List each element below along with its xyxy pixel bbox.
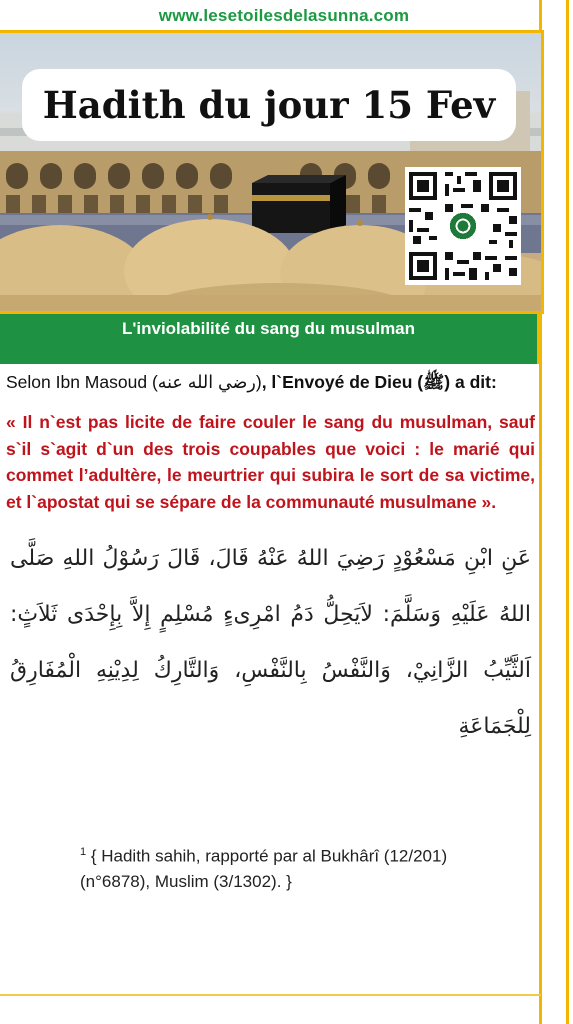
- title-box: [22, 69, 516, 141]
- site-url[interactable]: www.lesetoilesdelasunna.com: [158, 6, 410, 25]
- narrator-text: Selon Ibn Masoud: [6, 372, 152, 392]
- intro-bold-text: , l`Envoyé de Dieu (ﷺ) a dit:: [261, 372, 497, 392]
- page-title: Hadith du jour 15 Fev: [42, 83, 496, 127]
- honorific-arabic: (رضي الله عنه): [151, 372, 262, 392]
- hadith-quote: « Il n`est pas licite de faire couler le sang du musulman, sauf s`il s`agit d`un des trois coupables que voici : le marié qui commet l’adultère, le meurtrier qui subira le sort de sa victime, et l`apostat qui se sépare de la communauté musulmane ».: [6, 412, 535, 512]
- bottom-divider: [0, 994, 541, 996]
- arabic-hadith-text: عَنِ ابْنِ مَسْعُوْدٍ رَضِيَ اللهُ عَنْهُ قَالَ، قَالَ رَسُوْلُ اللهِ صَلَّى اللهُ عَلَيْهِ وَسَلَّمَ: لاَيَحِلُّ دَمُ امْرِىءٍ مُسْلِمٍ إِلاَّ بِإِحْدَى ثَلاَثٍ: اَلثَّيِّبُ الزَّانِيْ، وَالنَّفْسُ بِالنَّفْسِ، وَالتَّارِكُ لِدِيْنِهِ الْمُفَارِقُ لِلْجَمَاعَةِ: [10, 546, 531, 739]
- qr-code-icon[interactable]: [405, 167, 521, 285]
- subtitle-band: [0, 314, 540, 364]
- subtitle: L'inviolabilité du sang du musulman: [121, 319, 416, 338]
- hadith-content: [0, 370, 541, 755]
- footnote-text: { Hadith sahih, rapporté par al Bukhârî (12/201) (n°6878), Muslim (3/1302). }: [80, 846, 448, 891]
- header-banner: [0, 30, 544, 314]
- footnote-marker: 1: [80, 846, 87, 858]
- narration-intro: [0, 370, 541, 395]
- footnote: [80, 840, 520, 894]
